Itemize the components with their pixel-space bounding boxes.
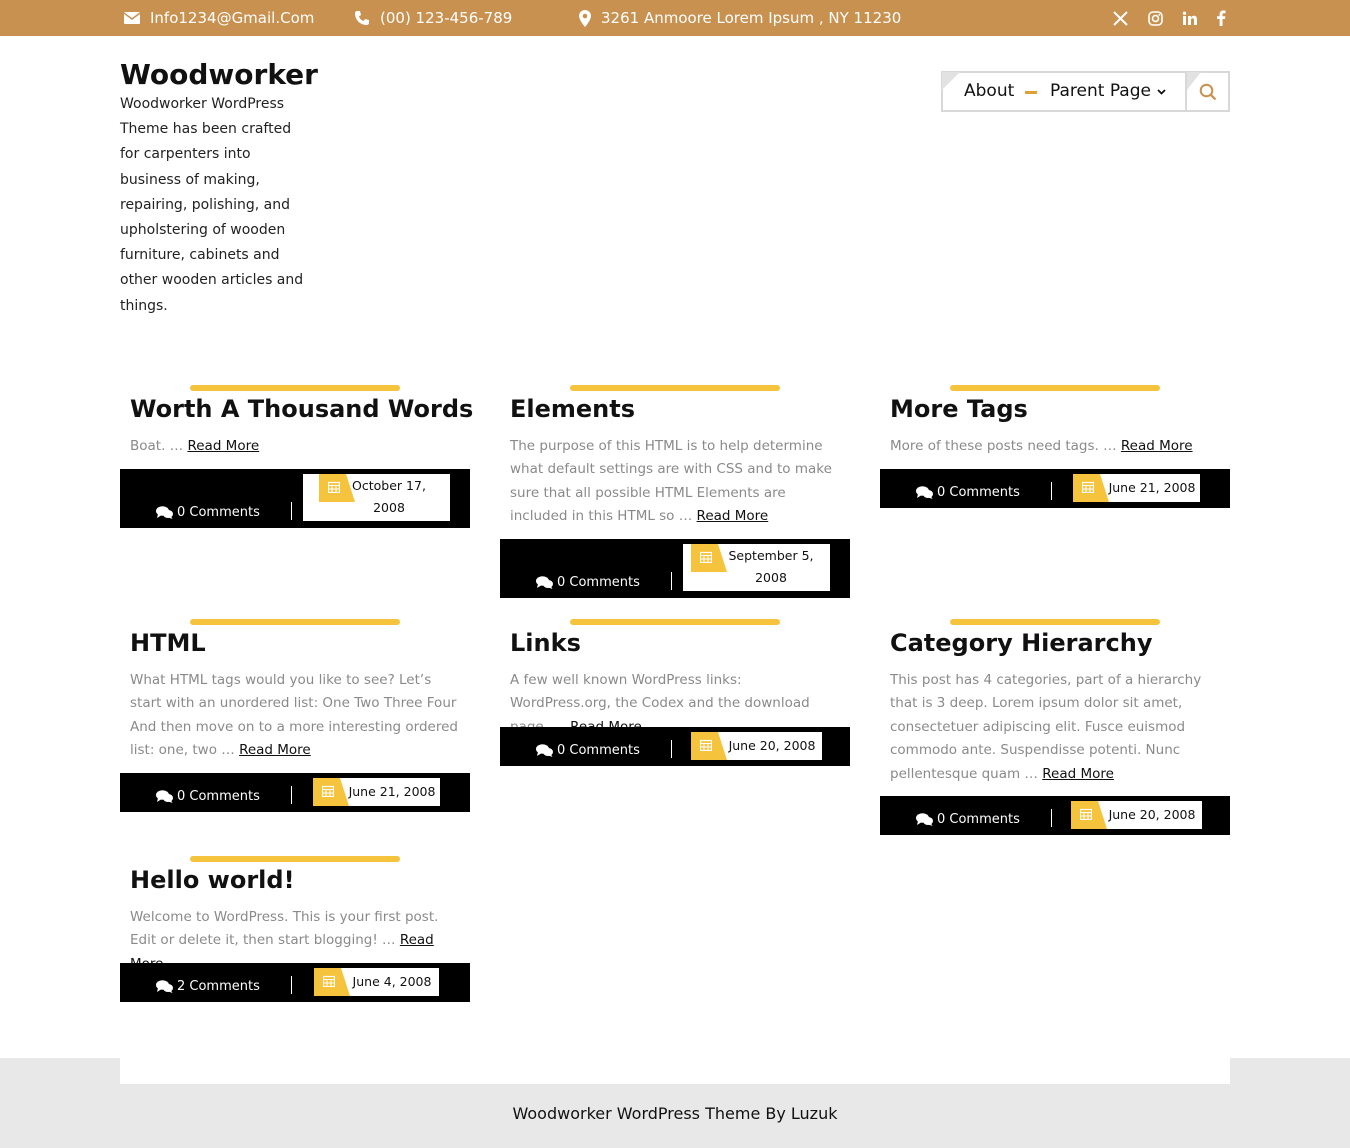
- comments-link[interactable]: [536, 743, 640, 758]
- meta-divider: [291, 786, 292, 804]
- nav-item-parent-page[interactable]: [1050, 73, 1166, 110]
- nav-corner-decoration: [942, 72, 960, 90]
- phone-text: (00) 123-456-789: [380, 9, 513, 27]
- post-meta-bar: [120, 469, 470, 528]
- read-more-link[interactable]: Read More: [239, 742, 311, 759]
- meta-divider: [671, 572, 672, 590]
- social-facebook[interactable]: [1216, 0, 1226, 36]
- post-excerpt-text: What HTML tags would you like to see? Let’s start with an unordered list: One Two Three Four And then move on to a more interesting ordered list: one, two …: [130, 672, 458, 759]
- post-excerpt-text: More of these posts need tags. …: [890, 438, 1117, 454]
- social-linkedin[interactable]: [1182, 0, 1197, 36]
- comments-icon: [156, 980, 173, 993]
- meta-divider: [1051, 809, 1052, 827]
- post-accent-bar: [190, 856, 400, 862]
- post-title[interactable]: Category Hierarchy: [890, 629, 1153, 657]
- footer-credit[interactable]: Woodworker WordPress Theme By Luzuk: [512, 1104, 838, 1123]
- address-text: 3261 Anmoore Lorem Ipsum , NY 11230: [601, 9, 902, 27]
- post-accent-bar: [190, 619, 400, 625]
- comments-count: 0 Comments: [177, 505, 260, 520]
- post-card: [500, 385, 850, 600]
- meta-divider: [291, 976, 292, 994]
- post-date[interactable]: [691, 732, 822, 760]
- post-date-text: June 21, 2008: [1108, 480, 1196, 495]
- post-date-text: June 20, 2008: [1108, 807, 1196, 822]
- post-card: [880, 385, 1230, 510]
- read-more-link[interactable]: Read More: [696, 508, 769, 525]
- main-navigation: [941, 71, 1230, 112]
- post-accent-bar: [190, 385, 400, 391]
- comments-icon: [916, 486, 933, 499]
- post-date[interactable]: [683, 544, 830, 591]
- comments-count: 2 Comments: [177, 979, 260, 994]
- nav-item-parent-page-label: Parent Page: [1050, 81, 1151, 101]
- calendar-icon: [691, 732, 727, 760]
- post-excerpt: [130, 435, 465, 458]
- post-excerpt-text: The purpose of this HTML is to help determine what default settings are with CSS and to make sure that all possible HTML Elements are included in this HTML so …: [510, 438, 832, 525]
- post-excerpt: [510, 435, 845, 529]
- calendar-icon: [1071, 801, 1107, 829]
- post-date[interactable]: [314, 968, 439, 996]
- top-bar: [0, 0, 1350, 36]
- footer-top-panel: [120, 1058, 1230, 1084]
- comments-count: 0 Comments: [937, 812, 1020, 827]
- comments-icon: [916, 813, 933, 826]
- post-title[interactable]: Elements: [510, 395, 636, 423]
- calendar-icon: [314, 968, 350, 996]
- phone-icon: [354, 10, 370, 26]
- chevron-down-icon: [1157, 89, 1166, 95]
- contact-email[interactable]: [124, 0, 314, 36]
- nav-item-about[interactable]: About: [964, 81, 1015, 101]
- facebook-icon: [1216, 10, 1226, 26]
- envelope-icon: [124, 12, 140, 24]
- comments-link[interactable]: [916, 812, 1020, 827]
- post-title[interactable]: HTML: [130, 629, 206, 657]
- post-date[interactable]: [313, 778, 440, 806]
- post-date-text: June 20, 2008: [728, 738, 816, 753]
- post-meta-bar: [120, 963, 470, 1002]
- comments-link[interactable]: [916, 485, 1020, 500]
- search-icon: [1199, 83, 1217, 101]
- post-card: [120, 856, 470, 1006]
- read-more-link[interactable]: Read More: [1042, 765, 1114, 782]
- x-icon: [1113, 11, 1128, 26]
- post-date-text: June 4, 2008: [352, 974, 432, 989]
- comments-icon: [156, 506, 173, 519]
- post-date[interactable]: [1071, 801, 1202, 829]
- post-title[interactable]: Links: [510, 629, 581, 657]
- comments-icon: [156, 790, 173, 803]
- calendar-icon: [691, 544, 727, 572]
- post-date[interactable]: [303, 474, 450, 521]
- site-footer: [0, 1058, 1350, 1148]
- post-card: [120, 385, 474, 530]
- post-card: [880, 619, 1230, 839]
- instagram-icon: [1148, 11, 1163, 26]
- post-accent-bar: [570, 385, 780, 391]
- calendar-icon: [319, 474, 355, 502]
- post-date-text: September 5, 2008: [728, 548, 814, 585]
- post-excerpt: [130, 669, 465, 763]
- site-title[interactable]: Woodworker: [120, 58, 318, 91]
- contact-phone[interactable]: [354, 0, 512, 36]
- post-excerpt: [890, 669, 1225, 786]
- post-meta-bar: [500, 539, 850, 598]
- post-meta-bar: [880, 796, 1230, 835]
- meta-divider: [291, 502, 292, 520]
- post-excerpt-text: A few well known WordPress links: WordPress.org, the Codex and the download: [510, 672, 810, 712]
- post-date-text: June 21, 2008: [348, 784, 436, 799]
- linkedin-icon: [1182, 11, 1197, 26]
- comments-count: 0 Comments: [557, 575, 640, 590]
- post-accent-bar: [950, 385, 1160, 391]
- search-button[interactable]: [1187, 73, 1228, 110]
- map-pin-icon: [579, 10, 591, 27]
- comments-icon: [536, 744, 553, 757]
- comments-count: 0 Comments: [177, 789, 260, 804]
- nav-separator: [1025, 91, 1037, 94]
- post-title[interactable]: Hello world!: [130, 866, 295, 894]
- post-title[interactable]: Worth A Thousand Words: [130, 395, 474, 423]
- social-instagram[interactable]: [1148, 0, 1163, 36]
- comments-link[interactable]: [156, 505, 260, 520]
- contact-address: [579, 0, 901, 36]
- post-meta-bar: [120, 773, 470, 812]
- social-x[interactable]: [1113, 0, 1128, 36]
- post-date-text: October 17, 2008: [352, 478, 426, 515]
- calendar-icon: [1073, 474, 1109, 502]
- post-excerpt: [890, 435, 1225, 458]
- post-excerpt-text: Welcome to WordPress. This is your first post. Edit or delete it, then start blogging! …: [130, 909, 439, 949]
- post-excerpt-text: Boat. …: [130, 438, 184, 454]
- post-excerpt-text: This post has 4 categories, part of a hierarchy that is 3 deep. Lorem ipsum dolor sit amet, consectetuer adipiscing elit. Fusce euismod commodo ante. Suspendisse potenti. Nunc pellentesque quam …: [890, 672, 1202, 782]
- post-meta-bar: [880, 469, 1230, 508]
- read-more-link[interactable]: Read More: [187, 438, 260, 454]
- comments-link[interactable]: [156, 789, 260, 804]
- email-text: Info1234@Gmail.Com: [150, 9, 315, 27]
- comments-link[interactable]: [536, 575, 640, 590]
- read-more-link[interactable]: Read More: [1120, 438, 1193, 454]
- post-meta-bar: [500, 727, 850, 766]
- post-card: [500, 619, 850, 769]
- meta-divider: [671, 740, 672, 758]
- comments-icon: [536, 576, 553, 589]
- site-description: Woodworker WordPress Theme has been crafted for carpenters into business of making, repairing, polishing, and upholstering of wooden furniture, cabinets and other wooden articles and things.: [120, 96, 304, 314]
- comments-count: 0 Comments: [557, 743, 640, 758]
- calendar-icon: [313, 778, 349, 806]
- post-title[interactable]: More Tags: [890, 395, 1028, 423]
- read-more-link[interactable]: Read: [399, 932, 434, 949]
- comments-link[interactable]: [156, 979, 260, 994]
- comments-count: 0 Comments: [937, 485, 1020, 500]
- post-card: [120, 619, 470, 814]
- meta-divider: [1051, 482, 1052, 500]
- post-accent-bar: [570, 619, 780, 625]
- post-date[interactable]: [1073, 474, 1200, 502]
- post-accent-bar: [950, 619, 1160, 625]
